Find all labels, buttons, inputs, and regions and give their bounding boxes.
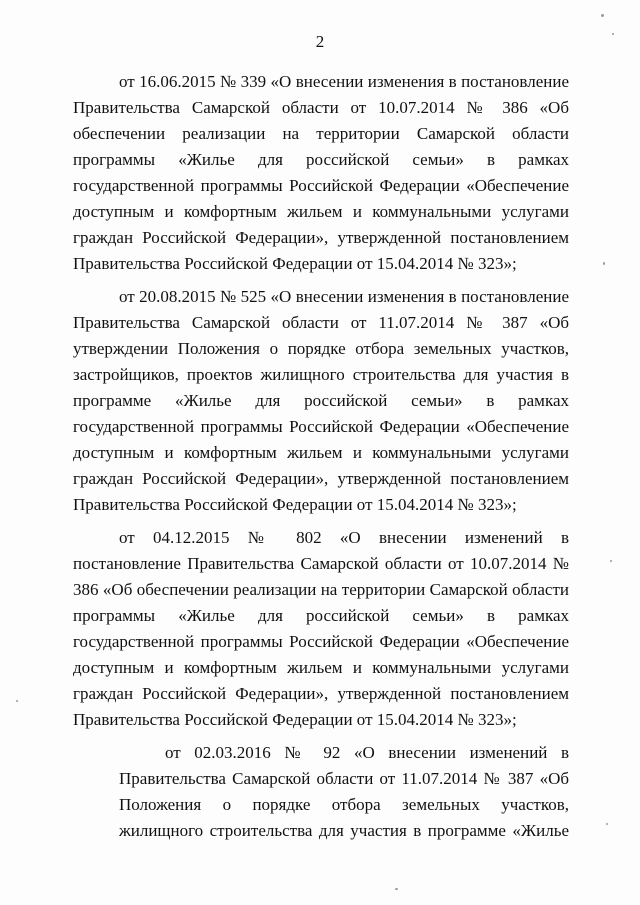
page-number: 2 [315,32,325,51]
scan-speck [606,823,608,825]
paragraph-line: от 02.03.2016 № 92 «О внесении изменений в [165,743,569,762]
paragraph-line: жилищного строительства для участия в программе «Жилье [119,821,569,840]
scan-speck [610,560,612,562]
paragraph-line: Положения о порядке отбора земельных участков, [119,795,569,814]
paragraph-resolution-525: от 20.08.2015 № 525 «О внесении изменения в постановление Правительства Самарской области от 11.07.2014 № 387 «Об утверждении Положения о порядке отбора земельных участков, застройщиков, проектов жилищного строительства для участия в программе «Жилье для российской семьи» в рамках государственной программы Российской Федерации «Обеспечение доступным и комфортным жильем и коммунальными услугами граждан Российской Федерации», утвержденной постановлением Правительства Российской Федерации от 15.04.2014 № 323»; [73,287,569,514]
scan-speck [601,14,604,17]
paragraph-resolution-339: от 16.06.2015 № 339 «О внесении изменения в постановление Правительства Самарской области от 10.07.2014 № 386 «Об обеспечении реализации на территории Самарской области программы «Жилье для российской семьи» в рамках государственной программы Российской Федерации «Обеспечение доступным и комфортным жильем и коммунальными услугами граждан Российской Федерации», утвержденной постановлением Правительства Российской Федерации от 15.04.2014 № 323»; [73,72,569,273]
scan-speck [395,888,398,890]
scan-speck [612,33,614,35]
scan-speck [603,262,605,265]
scan-speck [16,700,18,702]
paragraph-line: Правительства Самарской области от 11.07.2014 № 387 «Об [119,769,569,788]
paragraph-resolution-802: от 04.12.2015 № 802 «О внесении изменений в постановление Правительства Самарской области от 10.07.2014 № 386 «Об обеспечении реализации на территории Самарской области программы «Жилье для российской семьи» в рамках государственной программы Российской Федерации «Обеспечение доступным и комфортным жильем и коммунальными услугами граждан Российской Федерации», утвержденной постановлением Правительства Российской Федерации от 15.04.2014 № 323»; [73,528,569,729]
paragraph-resolution-92 [73,740,569,844]
document-body [73,69,569,844]
